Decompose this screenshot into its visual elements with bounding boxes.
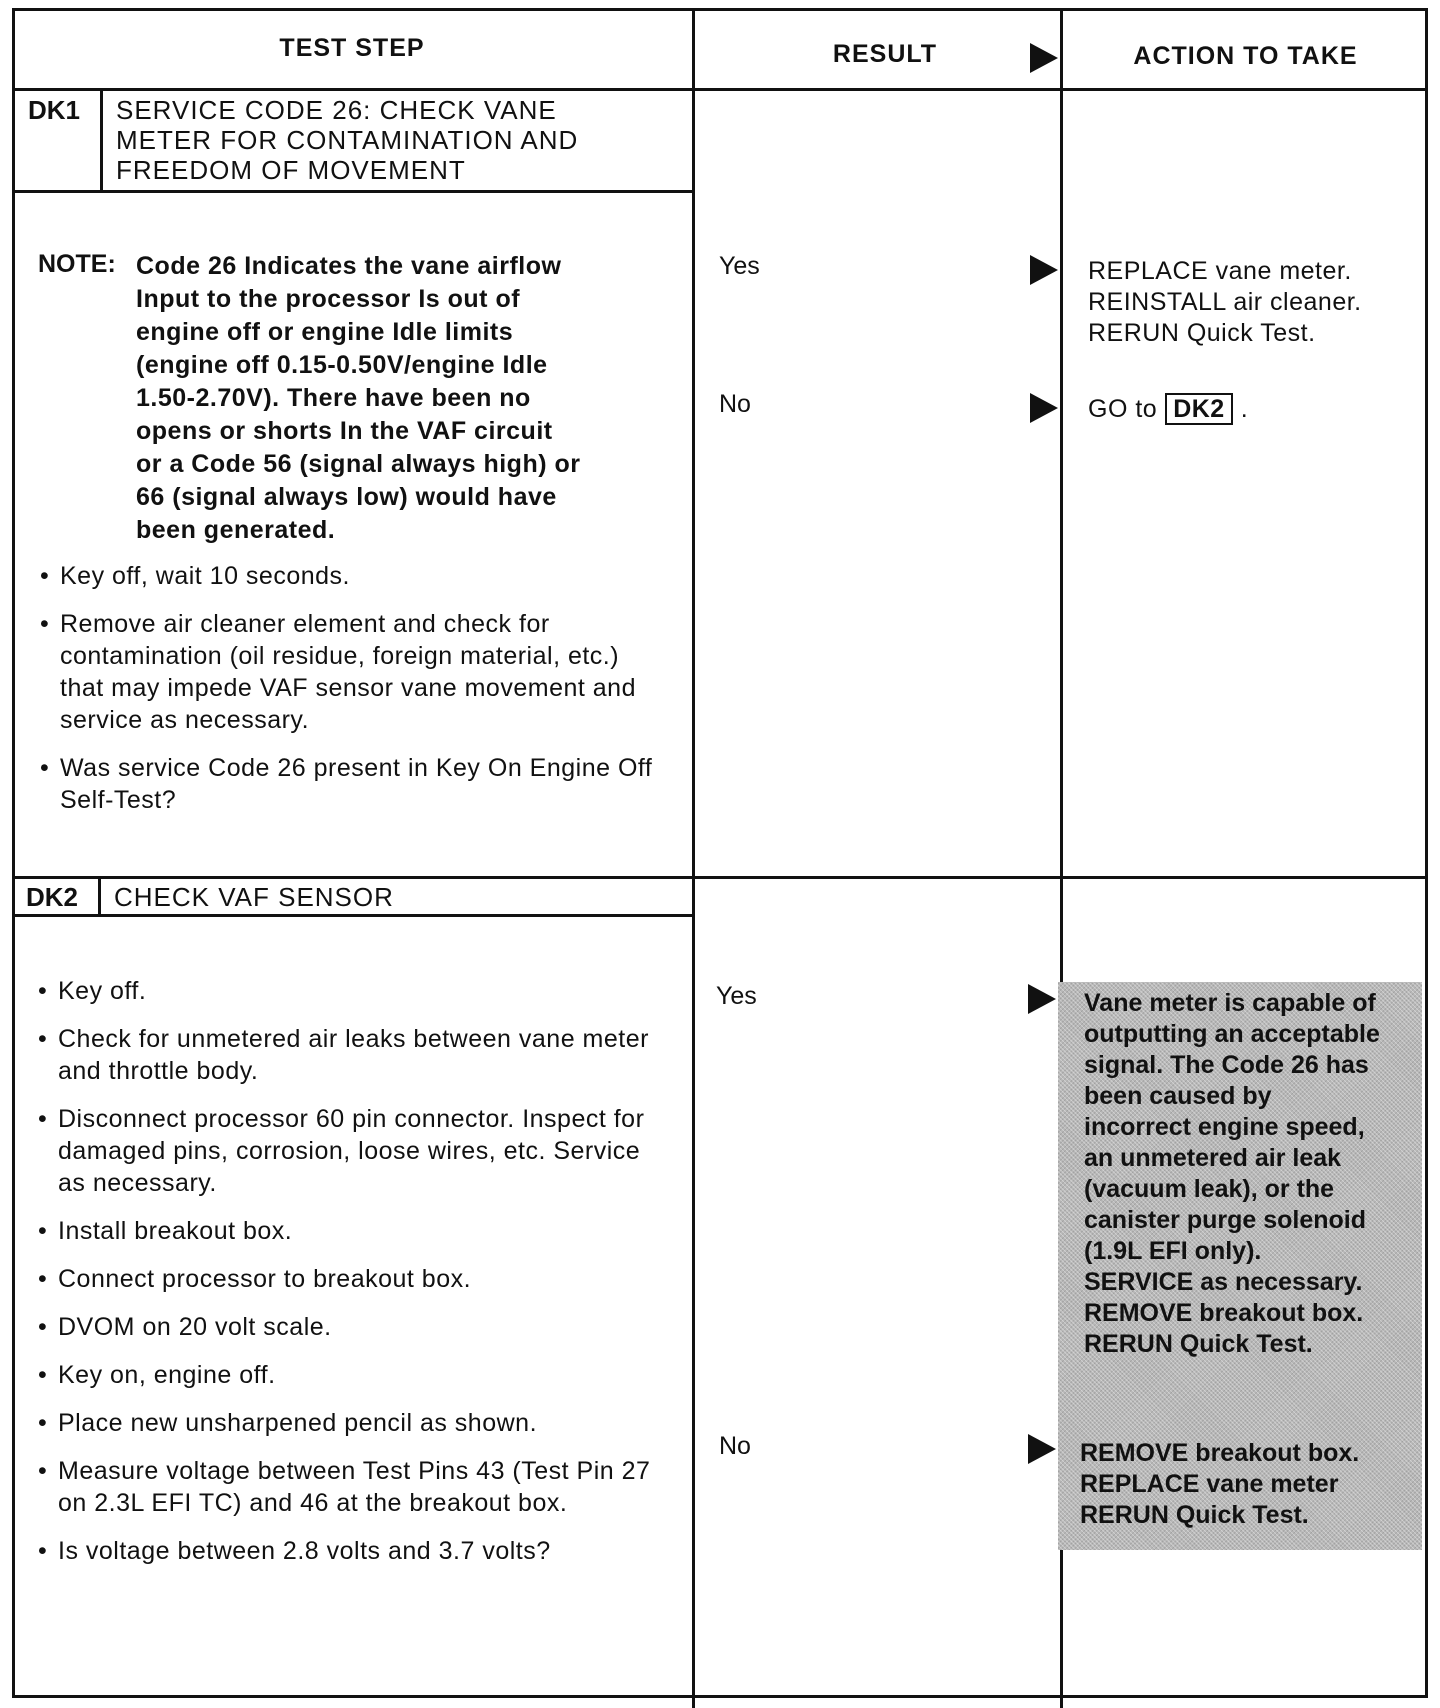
action-line: REPLACE vane meter xyxy=(1080,1470,1339,1498)
header-action-to-take: ACTION TO TAKE xyxy=(1133,42,1358,70)
note-line: 66 (signal always low) would have xyxy=(136,483,557,511)
action-line: REMOVE breakout box. xyxy=(1084,1299,1364,1327)
dk2-procedure-list xyxy=(36,975,666,1583)
dk2-no-arrow-icon xyxy=(1028,1434,1056,1464)
dk1-yes-arrow-icon xyxy=(1030,255,1058,285)
dk1-step-id: DK1 xyxy=(28,95,81,125)
note-line: engine off or engine Idle limits xyxy=(136,318,514,346)
action-line: REMOVE breakout box. xyxy=(1080,1439,1360,1467)
dk2-result-no: No xyxy=(719,1432,751,1460)
dk2-title-divider xyxy=(12,914,693,917)
header-divider xyxy=(12,88,1428,91)
note-line: opens or shorts In the VAF circuit xyxy=(136,417,553,445)
dk1-title-divider xyxy=(12,190,693,193)
action-line: incorrect engine speed, xyxy=(1084,1113,1365,1141)
column-divider-1 xyxy=(692,8,695,1708)
action-line: (vacuum leak), or the xyxy=(1084,1175,1335,1203)
dk1-note-text xyxy=(136,250,681,547)
action-line: an unmetered air leak xyxy=(1084,1144,1342,1172)
list-item: • Key off, wait 10 seconds. xyxy=(38,560,658,592)
action-line: Vane meter is capable of xyxy=(1084,989,1376,1017)
list-item: • Connect processor to breakout box. xyxy=(36,1263,666,1295)
action-line: outputting an acceptable xyxy=(1084,1020,1380,1048)
list-item: • Measure voltage between Test Pins 43 (Test Pin 27 on 2.3L EFI TC) and 46 at the breakout box. xyxy=(36,1455,666,1519)
header-arrow-icon xyxy=(1030,43,1058,73)
dk1-note-label: NOTE: xyxy=(38,250,116,278)
list-item: • Was service Code 26 present in Key On Engine Off Self-Test? xyxy=(38,752,658,816)
note-line: (engine off 0.15-0.50V/engine Idle xyxy=(136,351,548,379)
dk1-result-no: No xyxy=(719,390,751,418)
dk2-step-id: DK2 xyxy=(26,882,79,912)
dk1-title-line: SERVICE CODE 26: CHECK VANE xyxy=(116,95,557,125)
dk2-yes-arrow-icon xyxy=(1028,984,1056,1014)
note-line: 1.50-2.70V). There have been no xyxy=(136,384,531,412)
dk1-no-arrow-icon xyxy=(1030,393,1058,423)
dk1-result-yes: Yes xyxy=(719,252,760,280)
action-line: SERVICE as necessary. xyxy=(1084,1268,1363,1296)
header-result: RESULT xyxy=(832,40,938,68)
note-line: been generated. xyxy=(136,516,336,544)
note-line: Code 26 Indicates the vane airflow xyxy=(136,252,562,280)
header-test-step: TEST STEP xyxy=(279,34,425,62)
list-item: • Key off. xyxy=(36,975,666,1007)
action-line: RERUN Quick Test. xyxy=(1088,319,1316,347)
note-line: Input to the processor Is out of xyxy=(136,285,521,313)
list-item: • Key on, engine off. xyxy=(36,1359,666,1391)
step-reference-dk2[interactable]: DK2 xyxy=(1165,393,1233,425)
goto-period: . xyxy=(1240,395,1249,423)
dk2-id-divider xyxy=(98,876,101,916)
dk2-step-title: CHECK VAF SENSOR xyxy=(114,882,394,912)
dk1-action-no xyxy=(1088,394,1418,425)
action-line: RERUN Quick Test. xyxy=(1080,1501,1309,1529)
dk1-id-divider xyxy=(100,88,103,192)
action-line: RERUN Quick Test. xyxy=(1084,1330,1313,1358)
list-item: • Disconnect processor 60 pin connector. Inspect for damaged pins, corrosion, loose wires, etc. Service as necessary. xyxy=(36,1103,666,1199)
dk2-result-yes: Yes xyxy=(716,982,757,1010)
dk1-action-yes xyxy=(1088,256,1418,349)
note-line: or a Code 56 (signal always high) or xyxy=(136,450,581,478)
goto-text: GO to xyxy=(1088,395,1158,423)
action-line: signal. The Code 26 has xyxy=(1084,1051,1369,1079)
dk1-title-line: METER FOR CONTAMINATION AND xyxy=(116,125,579,155)
dk1-step-title xyxy=(116,95,676,185)
dk1-procedure-list xyxy=(38,560,658,832)
list-item: • Install breakout box. xyxy=(36,1215,666,1247)
list-item: • DVOM on 20 volt scale. xyxy=(36,1311,666,1343)
section-divider xyxy=(12,876,1428,879)
dk2-action-no xyxy=(1080,1438,1416,1531)
list-item: • Is voltage between 2.8 volts and 3.7 volts? xyxy=(36,1535,666,1567)
dk2-action-yes xyxy=(1084,988,1420,1360)
action-line: been caused by xyxy=(1084,1082,1272,1110)
action-line: (1.9L EFI only). xyxy=(1084,1237,1262,1265)
action-line: REPLACE vane meter. xyxy=(1088,257,1352,285)
list-item: • Place new unsharpened pencil as shown. xyxy=(36,1407,666,1439)
action-line: REINSTALL air cleaner. xyxy=(1088,288,1362,316)
dk1-title-line: FREEDOM OF MOVEMENT xyxy=(116,155,466,185)
list-item: • Check for unmetered air leaks between vane meter and throttle body. xyxy=(36,1023,666,1087)
list-item: • Remove air cleaner element and check for contamination (oil residue, foreign material, etc.) that may impede VAF sensor vane movement and service as necessary. xyxy=(38,608,658,736)
action-line: canister purge solenoid xyxy=(1084,1206,1367,1234)
